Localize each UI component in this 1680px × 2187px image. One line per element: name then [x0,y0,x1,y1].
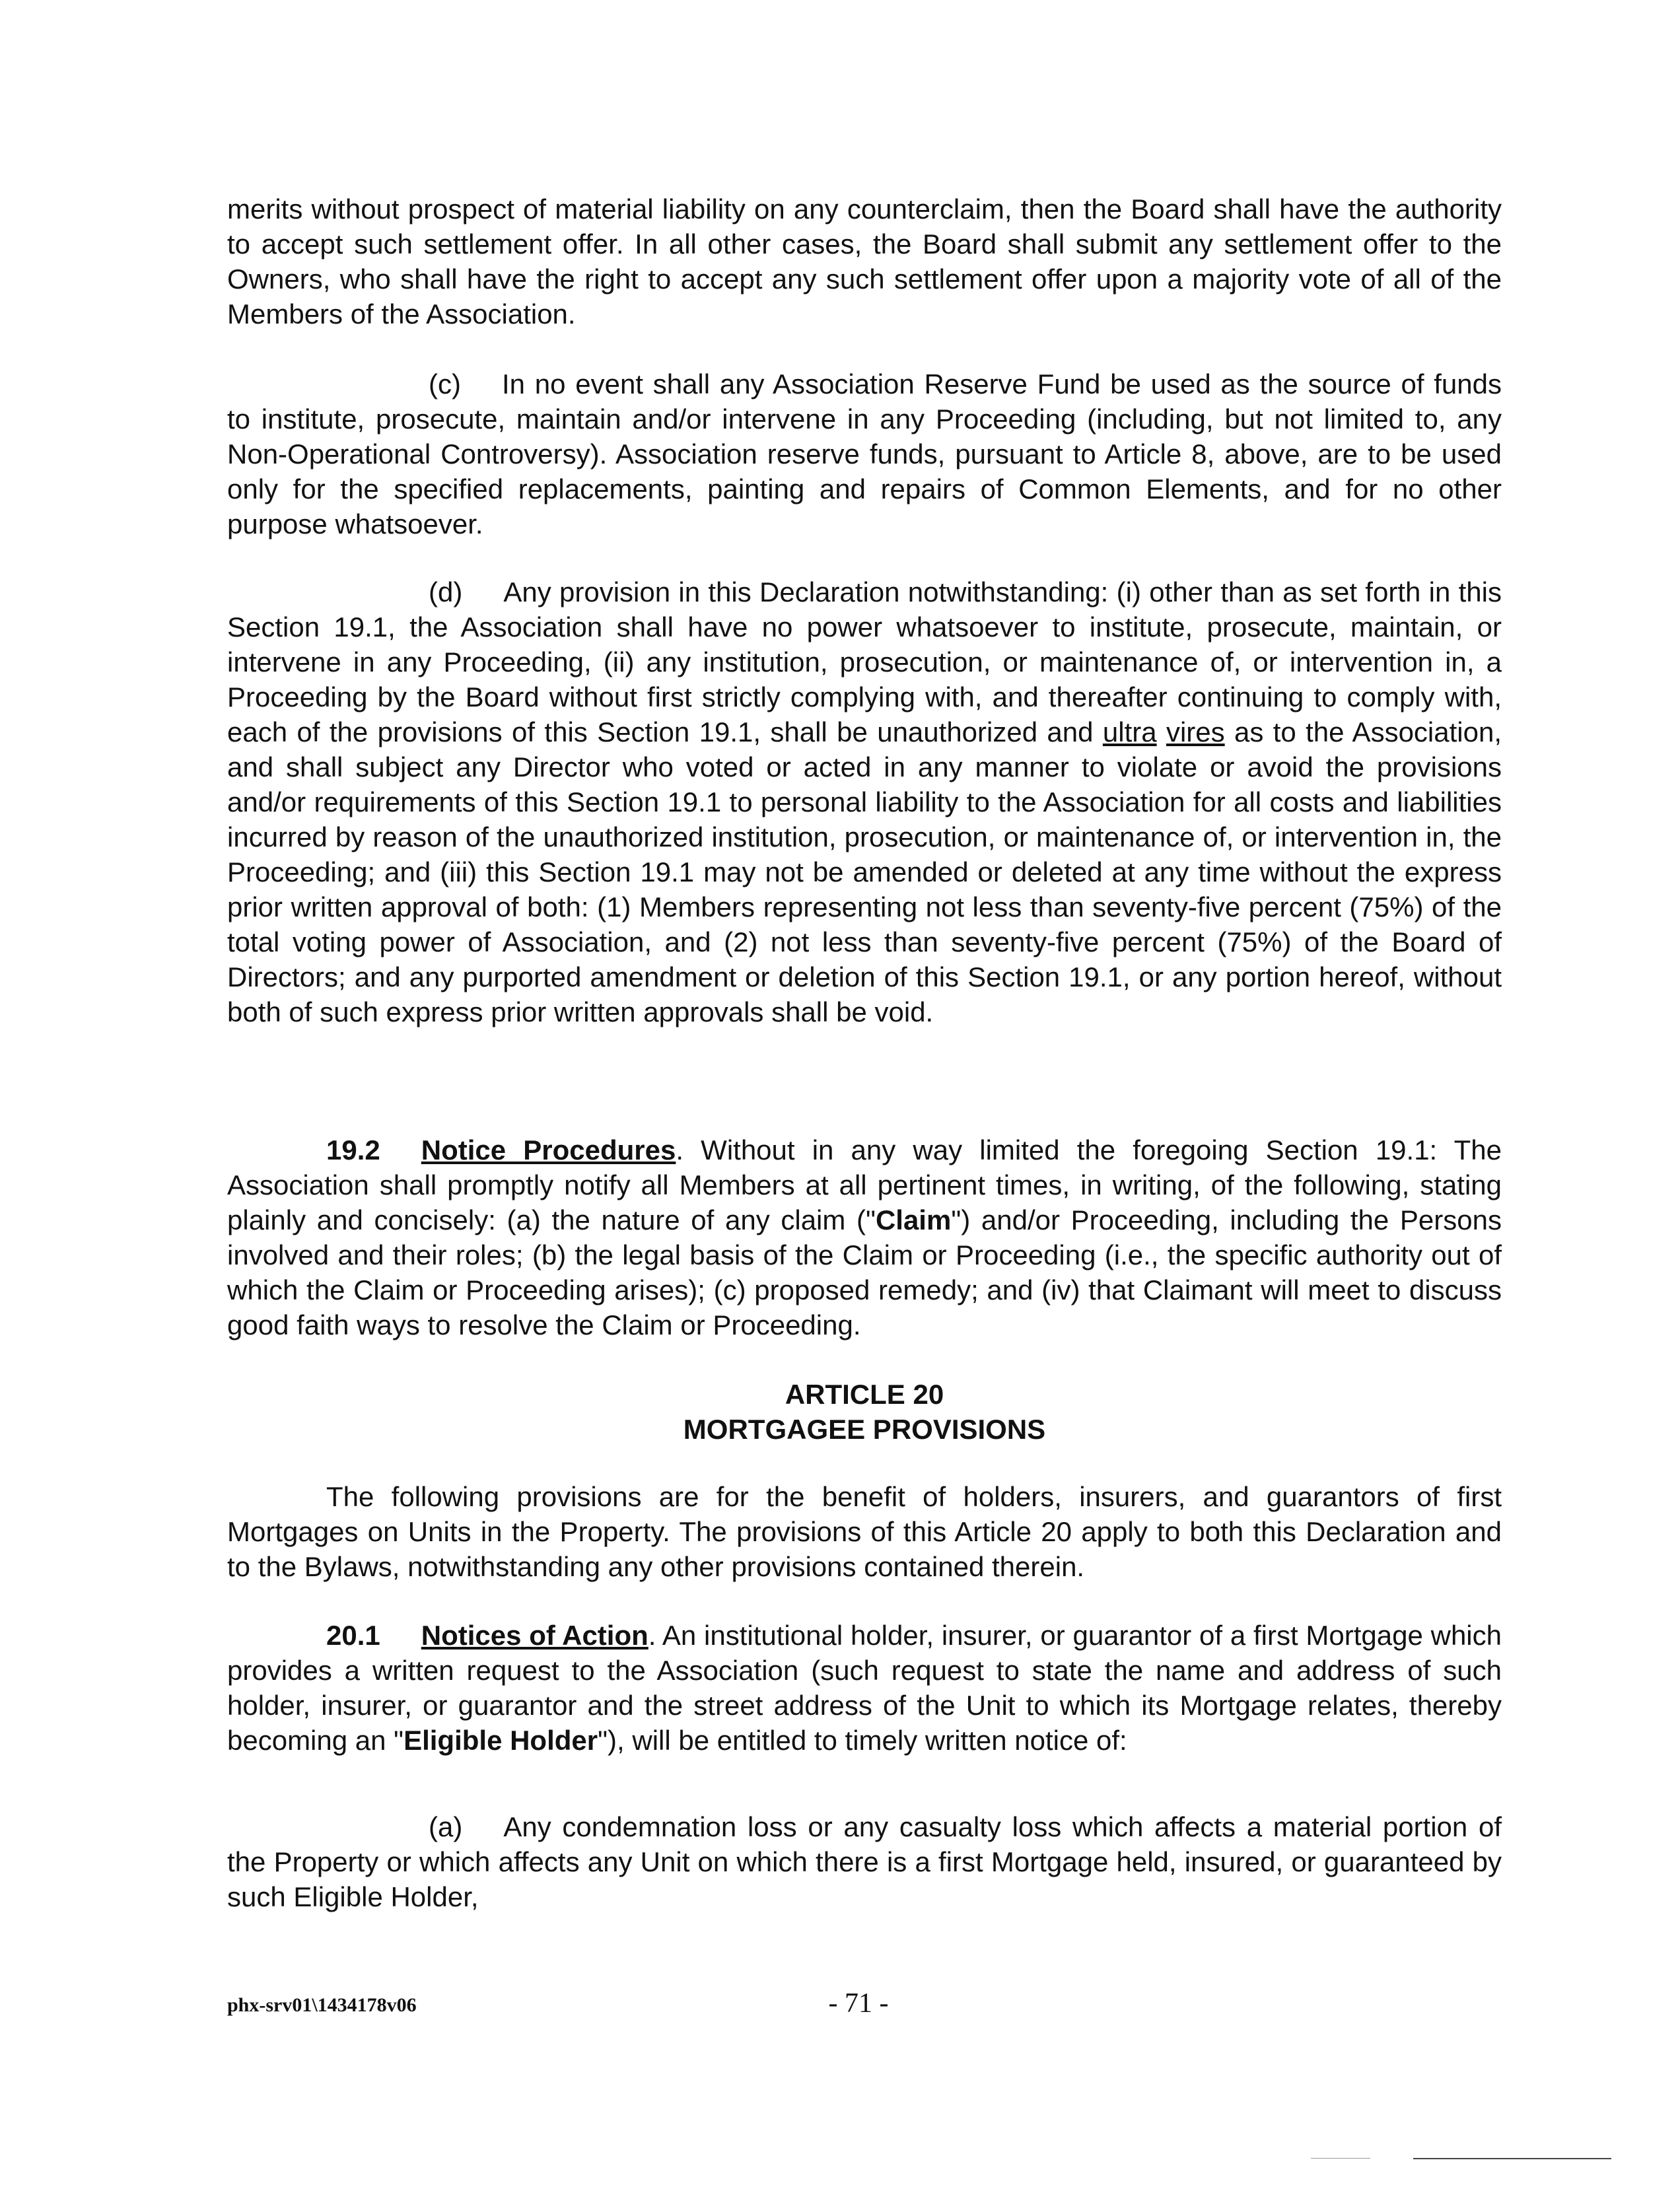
footer-page-number: - 71 - [828,1988,889,2019]
paragraph-article-intro: The following provisions are for the benefit of holders, insurers, and guarantors of first Mortgages on Units in the Property. The provisions of this Article 20 apply to both this Declaration and to the Bylaws, notwithstanding any other provisions contained therein. [227,1481,1502,1582]
paragraph-text: "), will be entitled to timely written notice of: [598,1725,1127,1756]
subsection-label: (c) [429,368,461,399]
paragraph-text: Any condemnation loss or any casualty loss which affects a material portion of the Property or which affects any Unit on which there is a first Mortgage held, insured, or guaranteed by such Eligible Holder, [227,1811,1502,1912]
paragraph-text: . Without in any way limited the foregoing Section 19.1: The Association shall promptly notify all Members at all pertinent times, in writing, of the following, stating plainly and concisely: (a) the nature of any claim (" [227,1134,1502,1235]
paragraph-d [227,574,1502,1029]
paragraph-a [227,1809,1502,1914]
section-title: Notice Procedures [421,1134,676,1165]
section-19-2 [227,1132,1502,1342]
subsection-label: (d) [429,576,463,608]
article-heading-title: MORTGAGEE PROVISIONS [683,1414,1046,1445]
defined-term-eligible-holder: Eligible Holder [403,1725,598,1756]
defined-term-claim: Claim [875,1204,952,1235]
footer-document-id: phx-srv01\1434178v06 [227,1994,417,2016]
paragraph-text: ") and/or Proceeding, including the Persons involved and their roles; (b) the legal basis of the Claim or Proceeding (i.e., the specific authority out of which the Claim or Proceeding arises); (c) proposed remedy; and (iv) that Claimant will meet to discuss good faith ways to resolve the Claim or Proceeding. [227,1204,1502,1340]
section-number: 19.2 [326,1134,380,1165]
subsection-label: (a) [429,1811,463,1842]
section-title: Notices of Action [421,1620,648,1651]
article-heading-number: ARTICLE 20 [785,1379,944,1410]
latin-term-vires: vires [1166,716,1225,747]
paragraph-text: . An institutional holder, insurer, or guarantor of a first Mortgage which provides a written request to the Association (such request to state the name and address of such holder, insurer, or guarantor and the street address of the Unit to which its Mortgage relates, thereby becoming an " [227,1620,1502,1756]
paragraph-text: Any provision in this Declaration notwithstanding: (i) other than as set forth in this Section 19.1, the Association shall have no power whatsoever to institute, prosecute, maintain, or intervene in any Proceeding, (ii) any institution, prosecution, or maintenance of, or intervention in, a Proceeding by the Board without first strictly complying with, and thereafter continuing to comply with, each of the provisions of this Section 19.1, shall be unauthorized and [227,576,1502,747]
scan-artifact-line [1311,2158,1370,2159]
paragraph-text: In no event shall any Association Reserve Fund be used as the source of funds to institute, prosecute, maintain and/or intervene in any Proceeding (including, but not limited to, any Non-Operational Controversy). Association reserve funds, pursuant to Article 8, above, are to be used only for the specified replacements, painting and repairs of Common Elements, and for no other purpose whatsoever. [227,368,1502,539]
paragraph-continuation: merits without prospect of material liability on any counterclaim, then the Board shall have the authority to accept such settlement offer. In all other cases, the Board shall submit any settlement offer to the Owners, who shall have the right to accept any such settlement offer upon a majority vote of all of the Members of the Association. [227,193,1502,330]
paragraph-c [227,366,1502,541]
section-20-1 [227,1618,1502,1758]
latin-term-ultra: ultra [1102,716,1157,747]
section-number: 20.1 [326,1620,380,1651]
scan-artifact-line [1413,2158,1611,2159]
paragraph-text: as to the Association, and shall subject any Director who voted or acted in any manner to violate or avoid the provisions and/or requirements of this Section 19.1 to personal liability to the Association for all costs and liabilities incurred by reason of the unauthorized institution, prosecution, or maintenance of, or intervention in, the Proceeding; and (iii) this Section 19.1 may not be amended or deleted at any time without the express prior written approval of both: (1) Members representing not less than seventy-five percent (75%) of the total voting power of Association, and (2) not less than seventy-five percent (75%) of the Board of Directors; and any purported amendment or deletion of this Section 19.1, or any portion hereof, without both of such express prior written approvals shall be void. [227,716,1502,1027]
